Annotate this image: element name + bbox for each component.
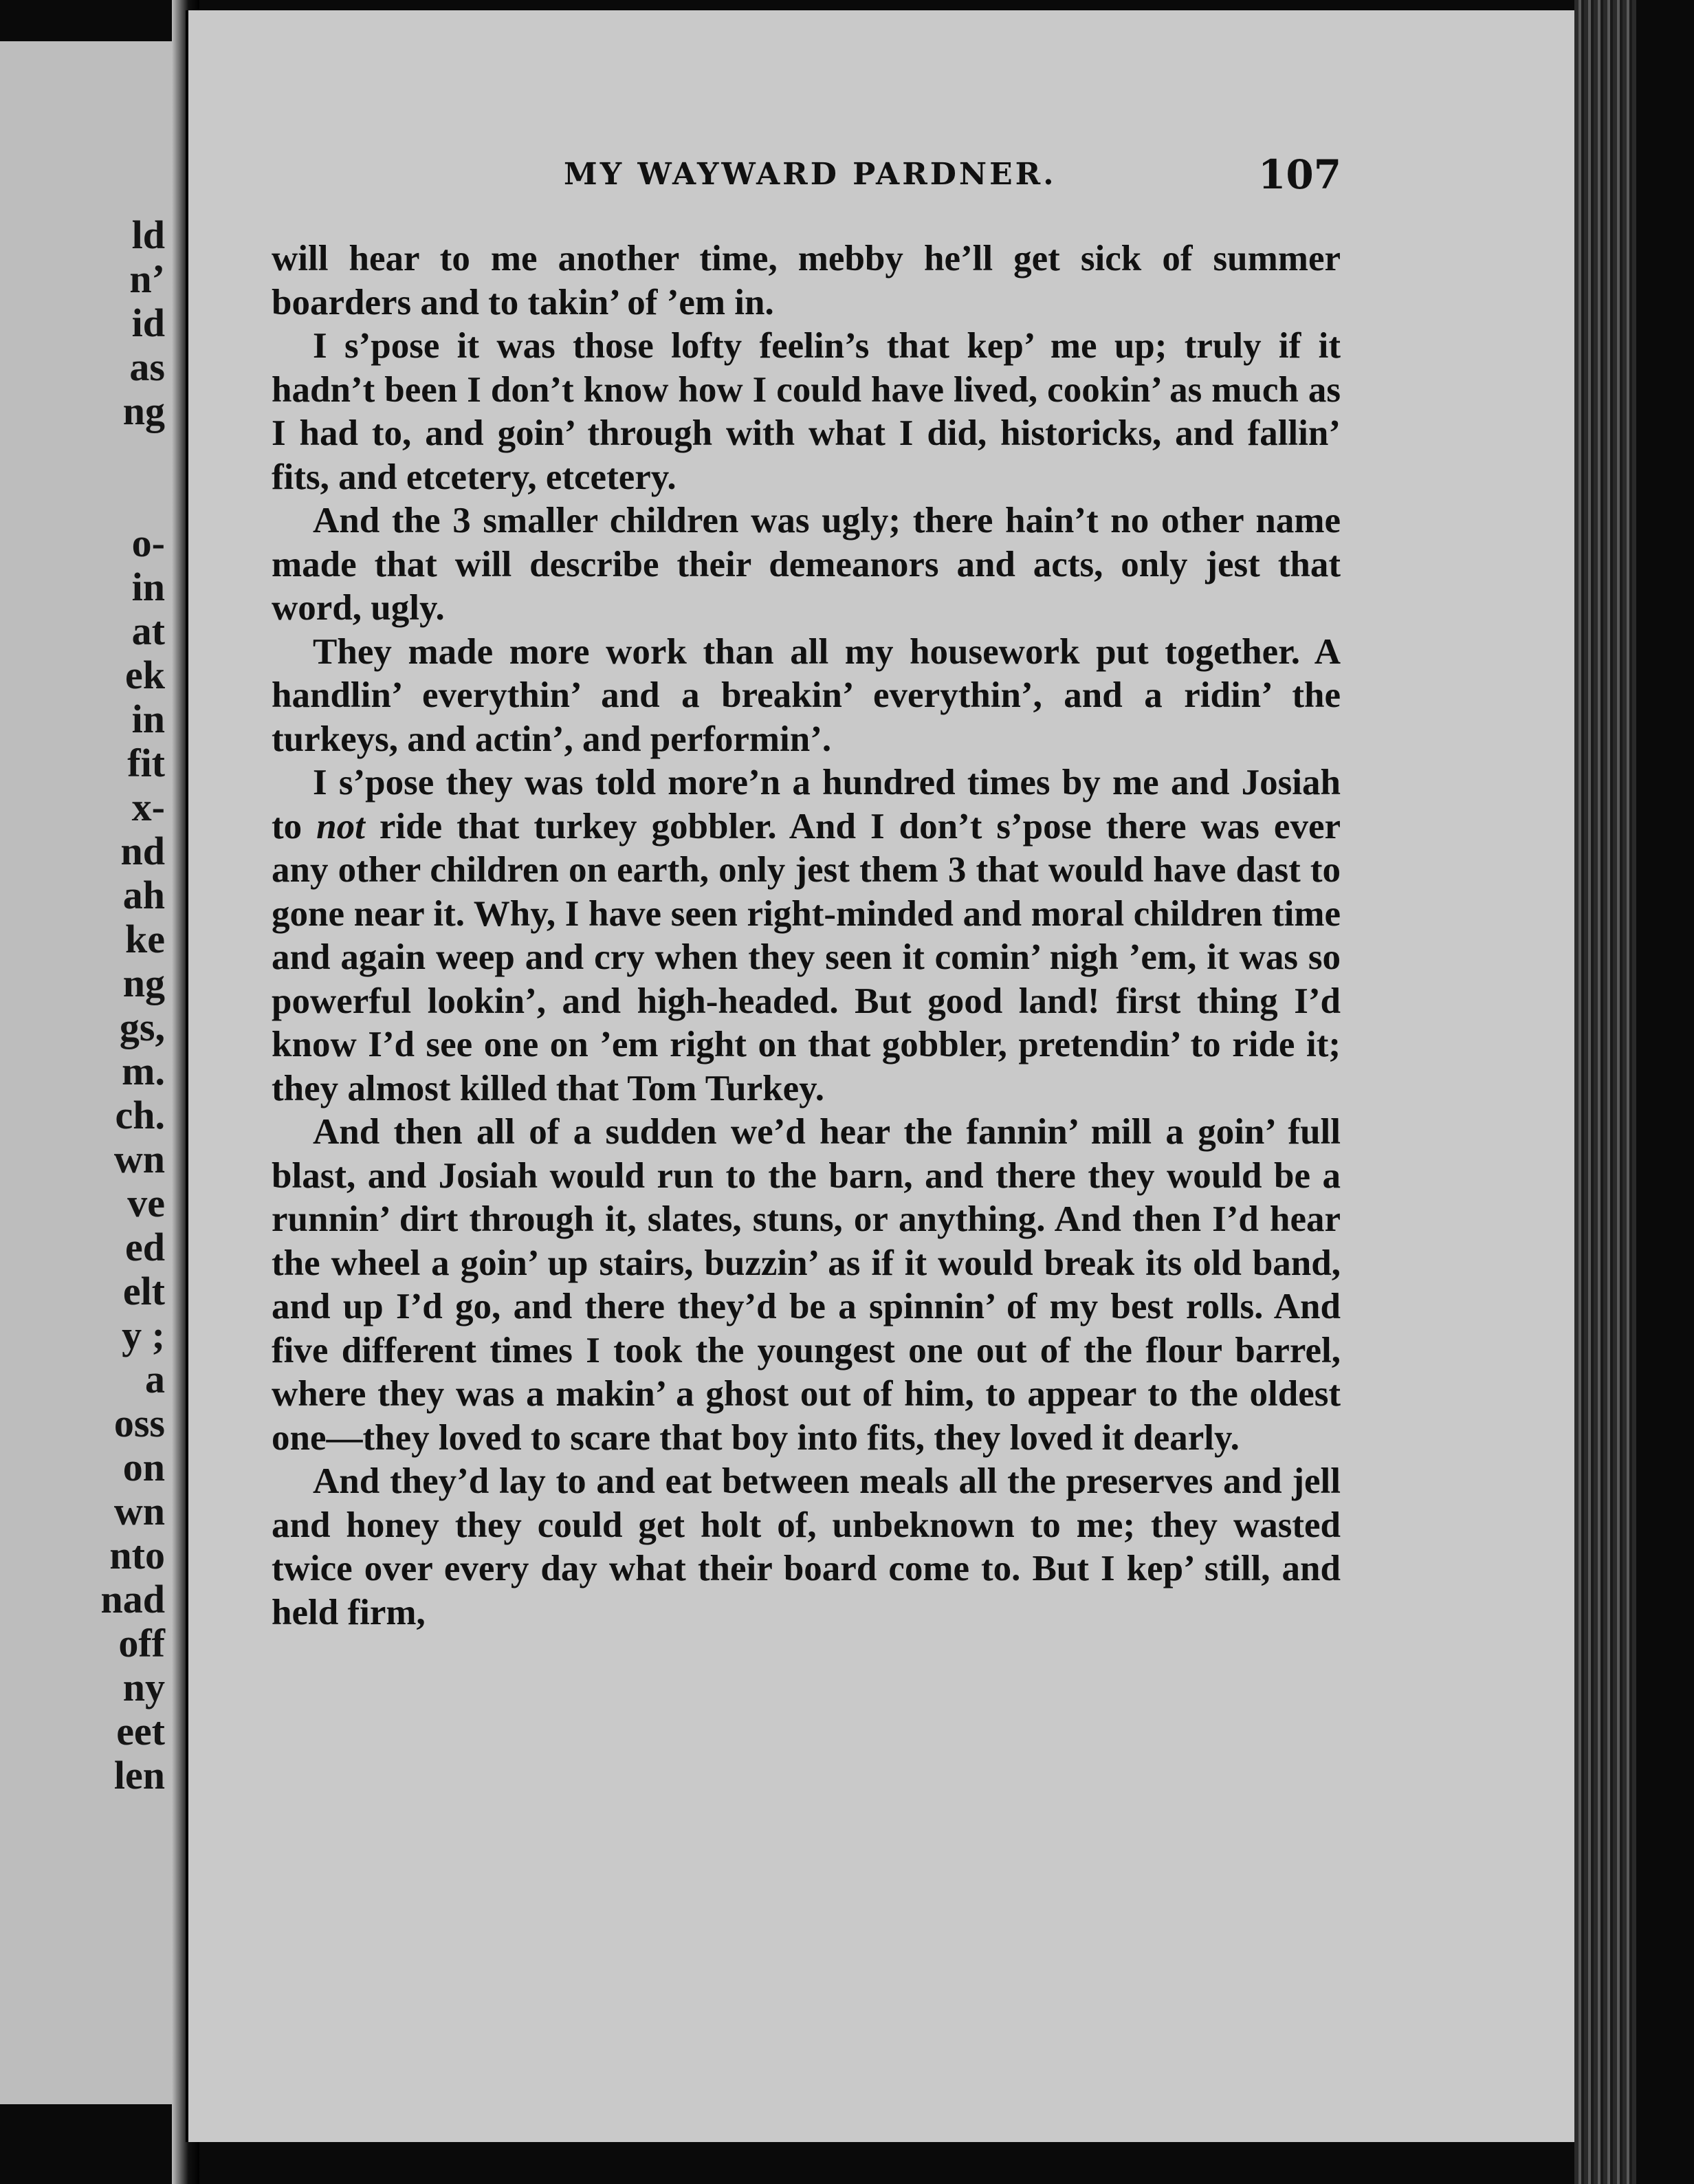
page-edges (1574, 0, 1636, 2184)
facing-page-fragment: fit (127, 741, 165, 785)
facing-page-fragment: ve (127, 1181, 165, 1225)
facing-page-fragment: ed (125, 1225, 165, 1269)
facing-page-fragment: eet (116, 1709, 165, 1754)
facing-page-fragment: n’ (129, 256, 165, 301)
facing-page-fragment: in (131, 565, 165, 609)
paragraph: I s’pose it was those lofty feelin’s that kep’ me up; truly if it hadn’t been I don’t know how I could have lived, cookin’ as much as I had to, and goin’ through with what I did, historicks, and fallin’ fits, and etcetery, etcetery. (272, 326, 1341, 497)
facing-page-fragment: ng (122, 961, 165, 1005)
emphasis: not (316, 806, 365, 847)
facing-page-fragment: wn (113, 1489, 165, 1533)
paragraph-text: I s’pose they was told more’n a hundred times by me and Josiah to (272, 763, 1341, 847)
facing-page-fragment: oss (113, 1401, 165, 1445)
facing-page-fragment: at (131, 609, 165, 653)
facing-page-fragment: ke (125, 917, 165, 961)
facing-page-fragment: wn (113, 1137, 165, 1181)
facing-page-text (0, 213, 165, 1798)
facing-page-fragment: nd (120, 829, 165, 873)
facing-page-fragment: ng (122, 389, 165, 433)
page-number: 107 (1258, 151, 1342, 198)
paragraph-text: ride that turkey gobbler. And I don’t s’pose there was ever any other children on earth, only jest them 3 that would have dast to gone near it. Why, I have seen right-minded and moral children time and again weep and cry when they seen it comin’ nigh ’em, it was so powerful lookin’, and high-headed. But good land! first thing I’d know I’d see one on ’em right on that gobbler, pretendin’ to ride it; they almost killed that Tom Turkey. (272, 806, 1341, 1109)
facing-page-fragment: ny (122, 1665, 165, 1710)
facing-page-fragment: ah (122, 873, 165, 917)
facing-page-fragment: as (129, 345, 165, 389)
paragraph: And then all of a sudden we’d hear the fannin’ mill a goin’ full blast, and Josiah would run to the barn, and there they would be a runnin’ dirt through it, slates, stuns, or anything. And then I’d hear the wheel a goin’ up stairs, buzzin’ as if it would break its old band, and up I’d go, and there they’d be a spinnin’ of my best rolls. And five different times I took the youngest one out of the flour barrel, where they was a makin’ a ghost out of him, to appear to the oldest one—they loved to scare that boy into fits, they loved it dearly. (272, 1112, 1341, 1458)
facing-page-fragment: on (122, 1445, 165, 1489)
paragraph: They made more work than all my housework put together. A handlin’ everythin’ and a breakin’ everythin’, and a ridin’ the turkeys, and actin’, and performin’. (272, 631, 1341, 759)
facing-page-fragment: m. (122, 1049, 165, 1093)
facing-page-fragment: off (118, 1621, 165, 1666)
facing-page-fragment: o- (131, 521, 165, 565)
facing-page-fragment: elt (122, 1269, 165, 1313)
facing-page-fragment (0, 433, 165, 477)
facing-page-fragment: ld (131, 212, 165, 257)
facing-page-fragment: gs, (119, 1005, 165, 1049)
body-text (272, 237, 1341, 1635)
facing-page-fragment: y ; (122, 1313, 165, 1357)
facing-page-fragment: a (145, 1357, 165, 1401)
facing-page-fragment (0, 477, 165, 521)
paragraph: will hear to me another time, mebby he’ll get sick of summer boarders and to takin’ of ’em in. (272, 239, 1341, 323)
facing-page-fragment: in (131, 697, 165, 741)
facing-page-fragment: len (113, 1753, 165, 1798)
facing-page-fragment: nto (109, 1533, 165, 1577)
facing-page-fragment: x- (131, 785, 165, 829)
facing-page-fragment: ch. (115, 1093, 165, 1137)
facing-page-fragment: id (131, 301, 165, 345)
facing-page (0, 41, 172, 2104)
paragraph: And the 3 smaller children was ugly; there hain’t no other name made that will describe their demeanors and acts, only jest that word, ugly. (272, 501, 1341, 628)
running-head: MY WAYWARD PARDNER. (564, 157, 1057, 192)
paragraph: And they’d lay to and eat between meals all the preserves and jell and honey they could get holt of, unbeknown to me; they wasted twice over every day what their board come to. But I kep’ still, and held firm, (272, 1461, 1341, 1632)
paragraph (272, 761, 1341, 1111)
facing-page-fragment: nad (100, 1577, 165, 1621)
facing-page-fragment: ek (125, 653, 165, 697)
